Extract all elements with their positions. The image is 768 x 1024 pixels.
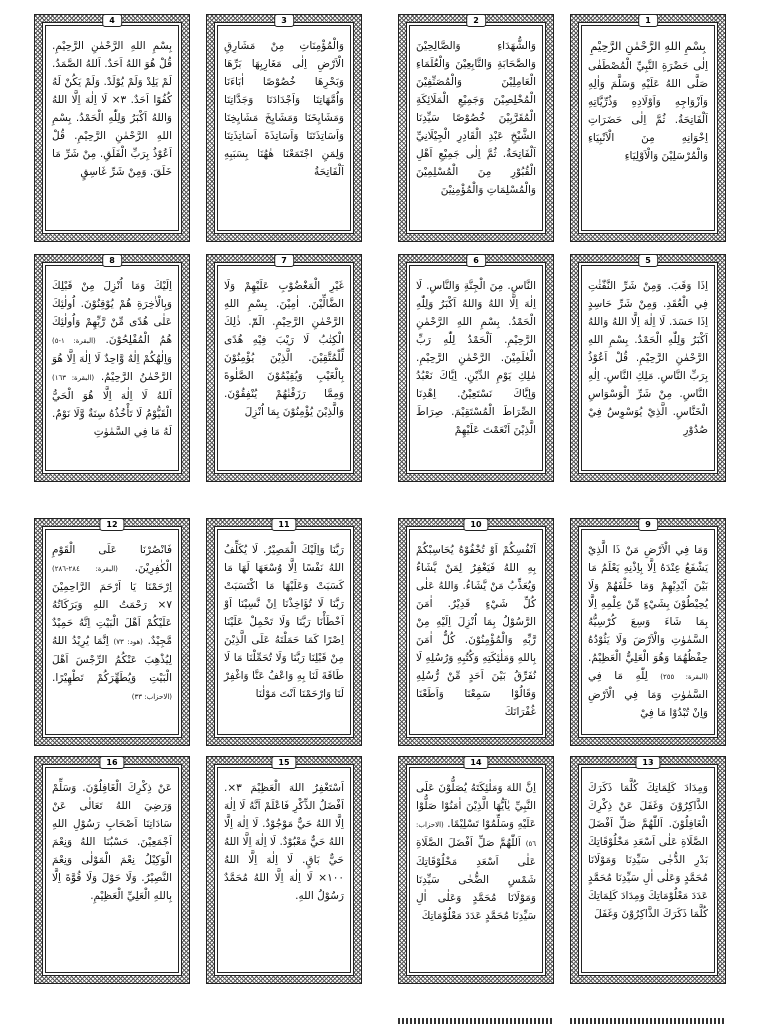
page-card-6 <box>398 254 554 482</box>
page-text: بِسْمِ اللهِ الرَّحْمٰنِ الرَّحِيْمِ. قُلْ هُوَ اللهُ اَحَدٌ. اَللهُ الصَّمَدُ. لَمْ يَلِدْ وَلَمْ يُوْلَدْ. وَلَمْ يَكُنْ لَهُ كُفُوًا اَحَدٌ. ٣× لَا اِلٰهَ اِلَّا اللهُ وَاللهُ اَكْبَرُ وَلِلّٰهِ الْحَمْدُ. بِسْمِ اللهِ الرَّحْمٰنِ الرَّحِيْمِ. قُلْ اَعُوْذُ بِرَبِّ الْفَلَقِ. مِنْ شَرِّ مَا خَلَقَ. وَمِنْ شَرِّ غَاسِقٍ <box>52 40 172 178</box>
page-card-9 <box>570 518 726 746</box>
surah-reference: (البقرة: ١٦٣) <box>52 374 95 382</box>
page-body: فَانْصُرْنَا عَلَى الْقَوْمِ الْكٰفِرِيْنَ. <box>52 544 172 574</box>
page-body: اِنَّمَا يُرِيْدُ اللهُ لِيُذْهِبَ عَنْكُمُ الرِّجْسَ اَهْلَ الْبَيْتِ وَيُطَهِّرَكُمْ تَطْهِيْرًا. <box>52 635 172 684</box>
page-card-16 <box>34 756 190 984</box>
next-row-border-strip <box>570 1018 726 1024</box>
page-number-badge: 13 <box>635 756 660 769</box>
page-number-badge: 1 <box>638 14 658 27</box>
surah-reference: (الاحزاب: ٥٦) <box>416 821 536 848</box>
basmala-heading: بِسْمِ اللهِ الرَّحْمٰنِ الرَّحِيْمِ <box>590 39 706 53</box>
page-number-badge: 3 <box>274 14 294 27</box>
surah-reference: (البقرة: ٢٥٥) <box>660 673 709 681</box>
next-row-border-strip <box>398 1018 554 1024</box>
page-text <box>52 541 172 706</box>
page-body: اَللهُ لَا اِلٰهَ اِلَّا هُوَ الْحَيُّ الْقَيُّوْمُ لَا تَأْخُذُهُ سِنَةٌ وَّلَا نَوْمٌ. لَهُ مَا فِي السَّمٰوٰتِ <box>52 390 172 438</box>
page-number-badge: 6 <box>466 254 486 267</box>
page-body: وَاِلٰهُكُمْ اِلٰهٌ وَّاحِدٌ لَا اِلٰهَ اِلَّا هُوَ الرَّحْمٰنُ الرَّحِيْمُ. <box>52 353 172 383</box>
page-card-2 <box>398 14 554 242</box>
page-text <box>588 541 708 722</box>
page-number-badge: 9 <box>638 518 658 531</box>
page-card-11 <box>206 518 362 746</box>
page-card-1 <box>570 14 726 242</box>
page-text: وَالْمُؤْمِنَاتِ مِنْ مَشَارِقِ الْاَرْضِ اِلٰى مَغَارِبِهَا بَرِّهَا وَبَحْرِهَا خُصُوْصًا اٰبَاءَنَا وَاُمَّهَاتِنَا وَاَجْدَادَنَا وَجَدَّاتِنَا وَمَشَايِخَنَا وَمَشَايِخَ مَشَايِخِنَا وَاَسَاتِذَتَنَا وَاَسَاتِذَةَ اَسَاتِذَتِنَا وَلِمَنِ اجْتَمَعْنَا هٰهُنَا بِسَبَبِهِ اَلْفَاتِحَةُ <box>224 40 344 178</box>
page-number-badge: 12 <box>99 518 124 531</box>
page-card-7 <box>206 254 362 482</box>
page-text: رَبَّنَا وَاِلَيْكَ الْمَصِيْرُ. لَا يُكَلِّفُ اللهُ نَفْسًا اِلَّا وُسْعَهَا لَهَا مَا كَسَبَتْ وَعَلَيْهَا مَا اكْتَسَبَتْ رَبَّنَا لَا تُؤَاخِذْنَا اِنْ نَّسِيْنَا اَوْ اَخْطَأْنَا رَبَّنَا وَلَا تَحْمِلْ عَلَيْنَا اِصْرًا كَمَا حَمَلْتَهُ عَلَى الَّذِيْنَ مِنْ قَبْلِنَا رَبَّنَا وَلَا تُحَمِّلْنَا مَا لَا طَاقَةَ لَنَا بِهِ وَاعْفُ عَنَّا وَاغْفِرْ لَنَا وَارْحَمْنَا اَنْتَ مَوْلٰنَا <box>224 544 344 700</box>
page-text: وَالشُّهَدَاءِ وَالصَّالِحِيْنَ وَالصَّحَابَةِ وَالتَّابِعِيْنَ وَالْعُلَمَاءِ الْعَامِلِيْنَ وَالْمُصَنِّفِيْنَ الْمُخْلِصِيْنَ وَجَمِيْعِ الْمَلَائِكَةِ الْمُقَرَّبِيْنَ خُصُوْصًا سَيِّدِنَا الشَّيْخِ عَبْدِ الْقَادِرِ الْجِيْلَانِيِّ اَلْفَاتِحَةُ. ثُمَّ اِلٰى جَمِيْعِ اَهْلِ الْقُبُوْرِ مِنَ الْمُسْلِمِيْنَ وَالْمُسْلِمَاتِ وَالْمُؤْمِنِيْنَ <box>416 40 536 196</box>
surah-reference: (هود: ٧٣) <box>113 638 143 646</box>
page-number-badge: 16 <box>99 756 124 769</box>
page-card-8 <box>34 254 190 482</box>
page-text: عَنْ ذِكْرِكَ الْغَافِلُوْنَ. وَسَلِّمْ وَرَضِيَ اللهُ تَعَالٰى عَنْ سَادَاتِنَا اَصْحَابِ رَسُوْلِ اللهِ اَجْمَعِيْنَ. حَسْبُنَا اللهُ وَنِعْمَ الْوَكِيْلُ نِعْمَ الْمَوْلٰى وَنِعْمَ النَّصِيْرُ. وَلَا حَوْلَ وَلَا قُوَّةَ اِلَّا بِاللهِ الْعَلِيِّ الْعَظِيْمِ. <box>52 782 172 902</box>
surah-reference: (البقرة: ١-٥) <box>52 337 96 345</box>
page-body: لِلّٰهِ مَا فِي السَّمٰوٰتِ وَمَا فِي الْاَرْضِ وَاِنْ تُبْدُوْا مَا فِيْ <box>588 670 708 719</box>
page-number-badge: 15 <box>271 756 296 769</box>
page-body: اِرْحَمْنَا يَا اَرْحَمَ الرَّاحِمِيْنَ ٧× رَحْمَتُ اللهِ وَبَرَكَاتُهُ عَلَيْكُمْ اَهْلَ الْبَيْتِ اِنَّهُ حَمِيْدٌ مَّجِيْدٌ. <box>52 581 172 647</box>
page-number-badge: 8 <box>102 254 122 267</box>
page-card-12 <box>34 518 190 746</box>
page-card-3 <box>206 14 362 242</box>
page-card-10 <box>398 518 554 746</box>
page-text <box>52 277 172 441</box>
page-card-14 <box>398 756 554 984</box>
page-body: اِلَيْكَ وَمَا اُنْزِلَ مِنْ قَبْلِكَ وَبِالْاٰخِرَةِ هُمْ يُوْقِنُوْنَ. اُولٰئِكَ عَلٰى هُدًى مِّنْ رَّبِّهِمْ وَاُولٰئِكَ هُمُ الْمُفْلِحُوْنَ. <box>52 280 172 346</box>
surah-reference: (البقرة: ٢٨٤-٢٨٦) <box>52 565 118 573</box>
page-card-5 <box>570 254 726 482</box>
page-number-badge: 7 <box>274 254 294 267</box>
page-card-15 <box>206 756 362 984</box>
page-card-13 <box>570 756 726 984</box>
surah-reference: (الاحزاب: ٣٣) <box>131 693 172 701</box>
page-body: اِلٰى حَضْرَةِ النَّبِيِّ الْمُصْطَفٰى صَلَّى اللهُ عَلَيْهِ وَسَلَّمَ وَاٰلِهِ وَاَزْوَاجِهِ وَاَوْلَادِهِ وَذُرِّيَّاتِهِ اَلْفَاتِحَةُ. ثُمَّ اِلٰى حَضَرَاتِ اِخْوَانِهِ مِنَ الْاَنْبِيَاءِ وَالْمُرْسَلِيْنَ وَالْاَوْلِيَاءِ <box>588 60 708 162</box>
page-text: اَسْتَغْفِرُ اللهَ الْعَظِيْمَ ٣×. اَفْضَلُ الذِّكْرِ فَاعْلَمْ اَنَّهُ لَا اِلٰهَ اِلَّا اللهُ حَيٌّ مَوْجُوْدٌ. لَا اِلٰهَ اِلَّا اللهُ حَيٌّ مَعْبُوْدٌ. لَا اِلٰهَ اِلَّا اللهُ حَيٌّ بَاقٍ. لَا اِلٰهَ اِلَّا اللهُ ١٠٠× لَا اِلٰهَ اِلَّا اللهُ مُحَمَّدٌ رَسُوْلُ اللهِ. <box>224 782 344 902</box>
page-body: اِنَّ اللهَ وَمَلٰئِكَتَهُ يُصَلُّوْنَ عَلَى النَّبِيِّ يٰاَيُّهَا الَّذِيْنَ اٰمَنُوْا صَلُّوْا عَلَيْهِ وَسَلِّمُوْا تَسْلِيْمًا. <box>416 782 536 830</box>
page-text: غَيْرِ الْمَغْضُوْبِ عَلَيْهِمْ وَلَا الضَّالِّيْنَ. اٰمِيْنَ. بِسْمِ اللهِ الرَّحْمٰنِ الرَّحِيْمِ. الٓمّٓ. ذٰلِكَ الْكِتٰبُ لَا رَيْبَ فِيْهِ هُدًى لِّلْمُتَّقِيْنَ. الَّذِيْنَ يُؤْمِنُوْنَ بِالْغَيْبِ وَيُقِيْمُوْنَ الصَّلٰوةَ وَمِمَّا رَزَقْنٰهُمْ يُنْفِقُوْنَ. وَالَّذِيْنَ يُؤْمِنُوْنَ بِمَا اُنْزِلَ <box>224 280 344 418</box>
page-body: اَللّٰهُمَّ صَلِّ اَفْضَلَ الصَّلَاةِ عَلٰى اَسْعَدِ مَخْلُوْقَاتِكَ شَمْسِ الضُّحٰى سَيِّدِنَا وَمَوْلَانَا مُحَمَّدٍ وَعَلٰى اٰلِ سَيِّدِنَا مُحَمَّدٍ عَدَدَ مَعْلُوْمَاتِكَ <box>416 837 536 922</box>
page-number-badge: 14 <box>463 756 488 769</box>
page-number-badge: 11 <box>271 518 296 531</box>
page-body: وَمَا فِي الْاَرْضِ مَنْ ذَا الَّذِيْ يَشْفَعُ عِنْدَهُ اِلَّا بِاِذْنِهِ يَعْلَمُ مَا بَيْنَ اَيْدِيْهِمْ وَمَا خَلْفَهُمْ وَلَا يُحِيْطُوْنَ بِشَيْءٍ مِّنْ عِلْمِهِ اِلَّا بِمَا شَاءَ وَسِعَ كُرْسِيُّهُ السَّمٰوٰتِ وَالْاَرْضَ وَلَا يَئُوْدُهُ حِفْظُهُمَا وَهُوَ الْعَلِيُّ الْعَظِيْمُ. <box>588 544 708 664</box>
page-number-badge: 4 <box>102 14 122 27</box>
page-number-badge: 5 <box>638 254 658 267</box>
page-text: اِذَا وَقَبَ. وَمِنْ شَرِّ النَّفّٰثٰتِ فِي الْعُقَدِ. وَمِنْ شَرِّ حَاسِدٍ اِذَا حَسَدَ. لَا اِلٰهَ اِلَّا اللهُ وَاللهُ اَكْبَرُ وَلِلّٰهِ الْحَمْدُ. بِسْمِ اللهِ الرَّحْمٰنِ الرَّحِيْمِ. قُلْ اَعُوْذُ بِرَبِّ النَّاسِ. مَلِكِ النَّاسِ. اِلٰهِ النَّاسِ. مِنْ شَرِّ الْوَسْوَاسِ الْخَنَّاسِ. الَّذِيْ يُوَسْوِسُ فِيْ صُدُوْرِ <box>588 280 708 436</box>
page-number-badge: 2 <box>466 14 486 27</box>
page-text: النَّاسِ. مِنَ الْجِنَّةِ وَالنَّاسِ. لَا اِلٰهَ اِلَّا اللهُ وَاللهُ اَكْبَرُ وَلِلّٰهِ الْحَمْدُ. بِسْمِ اللهِ الرَّحْمٰنِ الرَّحِيْمِ. اَلْحَمْدُ لِلّٰهِ رَبِّ الْعٰلَمِيْنَ. الرَّحْمٰنِ الرَّحِيْمِ. مٰلِكِ يَوْمِ الدِّيْنِ. اِيَّاكَ نَعْبُدُ وَاِيَّاكَ نَسْتَعِيْنُ. اِهْدِنَا الصِّرَاطَ الْمُسْتَقِيْمَ. صِرَاطَ الَّذِيْنَ اَنْعَمْتَ عَلَيْهِمْ <box>416 280 536 436</box>
page-number-badge: 10 <box>463 518 488 531</box>
page-text: اَنْفُسِكُمْ اَوْ تُخْفُوْهُ يُحَاسِبْكُمْ بِهِ اللهُ فَيَغْفِرُ لِمَنْ يَّشَاءُ وَيُعَذِّبُ مَنْ يَّشَاءُ. وَاللهُ عَلٰى كُلِّ شَيْءٍ قَدِيْرٌ. اٰمَنَ الرَّسُوْلُ بِمَا اُنْزِلَ اِلَيْهِ مِنْ رَّبِّهِ وَالْمُؤْمِنُوْنَ. كُلٌّ اٰمَنَ بِاللهِ وَمَلٰئِكَتِهِ وَكُتُبِهِ وَرُسُلِهِ لَا نُفَرِّقُ بَيْنَ اَحَدٍ مِّنْ رُّسُلِهِ وَقَالُوْا سَمِعْنَا وَاَطَعْنَا غُفْرَانَكَ <box>416 544 536 718</box>
page-text <box>416 779 536 925</box>
page-text <box>588 37 708 165</box>
page-card-4 <box>34 14 190 242</box>
page-text: وَمِدَادَ كَلِمَاتِكَ كُلَّمَا ذَكَرَكَ الذَّاكِرُوْنَ وَغَفَلَ عَنْ ذِكْرِكَ الْغَافِلُوْنَ. اَللّٰهُمَّ صَلِّ اَفْضَلَ الصَّلَاةِ عَلٰى اَسْعَدِ مَخْلُوْقَاتِكَ بَدْرِ الدُّجٰى سَيِّدِنَا وَمَوْلَانَا مُحَمَّدٍ وَعَلٰى اٰلِ سَيِّدِنَا مُحَمَّدٍ عَدَدَ مَعْلُوْمَاتِكَ وَمِدَادَ كَلِمَاتِكَ كُلَّمَا ذَكَرَكَ الذَّاكِرُوْنَ وَغَفَلَ <box>588 782 708 920</box>
